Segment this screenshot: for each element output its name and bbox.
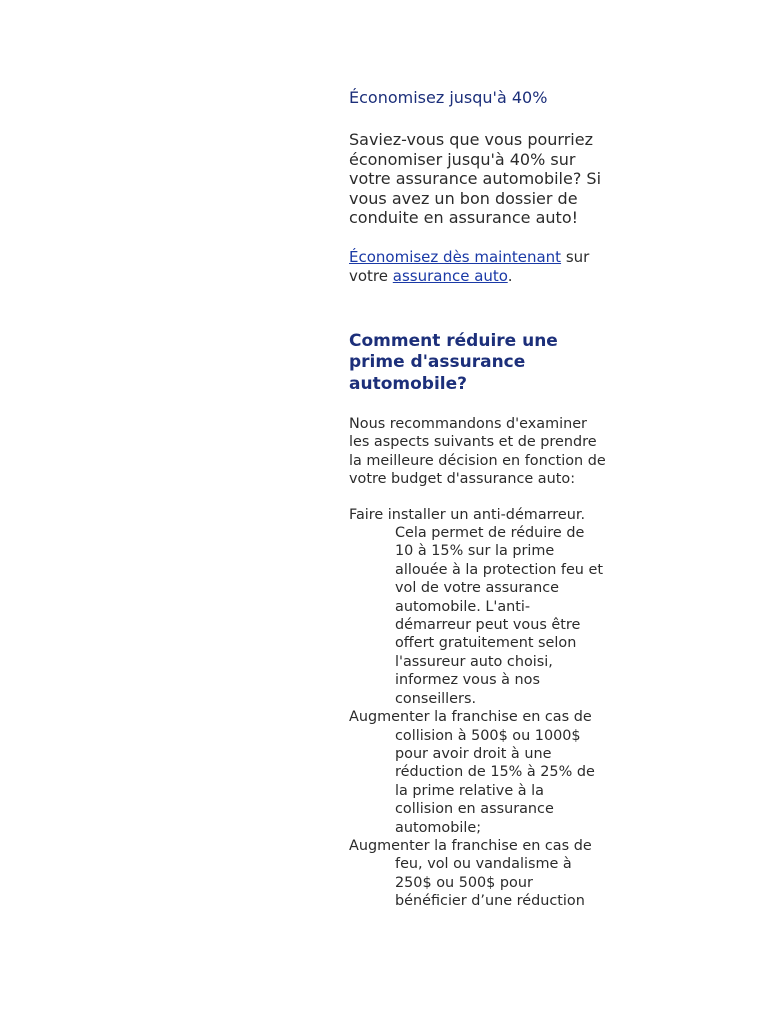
content-column	[349, 86, 619, 911]
promo-text: Saviez-vous que vous pourriez économiser jusqu'à 40% sur votre assurance automobile? Si vous avez un bon dossier de conduite en assurance auto!	[349, 130, 602, 227]
section-title: Comment réduire une prime d'assurance automobile?	[349, 330, 558, 394]
tips-list	[349, 506, 609, 911]
promo-links-text: sur votre	[349, 247, 590, 285]
tip-term: Augmenter la franchise en cas de	[349, 709, 592, 726]
tip-description: collision à 500$ ou 1000$ pour avoir droit à une réduction de 15% à 25% de la prime relative à la collision en assurance automobile;	[395, 727, 595, 836]
promo-title: Économisez jusqu'à 40%	[349, 88, 548, 107]
section-intro: Nous recommandons d'examiner les aspects suivants et de prendre la meilleure décision en fonction de votre budget d'assurance auto:	[349, 416, 606, 488]
tip-term: Faire installer un anti-démarreur.	[349, 506, 586, 523]
tip-description: Cela permet de réduire de 10 à 15% sur la prime allouée à la protection feu et vol de votre assurance automobile. L'anti-démarreur peut vous être offert gratuitement selon l'assureur auto choisi, informez vous à nos conseillers.	[395, 525, 604, 707]
auto-insurance-link[interactable]: assurance auto	[392, 267, 508, 285]
promo-links	[349, 248, 614, 287]
promo-links-end: .	[507, 267, 513, 285]
tip-description: feu, vol ou vandalisme à 250$ ou 500$ pour bénéficier d’une réduction	[395, 856, 585, 910]
tip-term: Augmenter la franchise en cas de	[349, 837, 592, 854]
save-now-link[interactable]: Économisez dès maintenant	[349, 247, 562, 266]
